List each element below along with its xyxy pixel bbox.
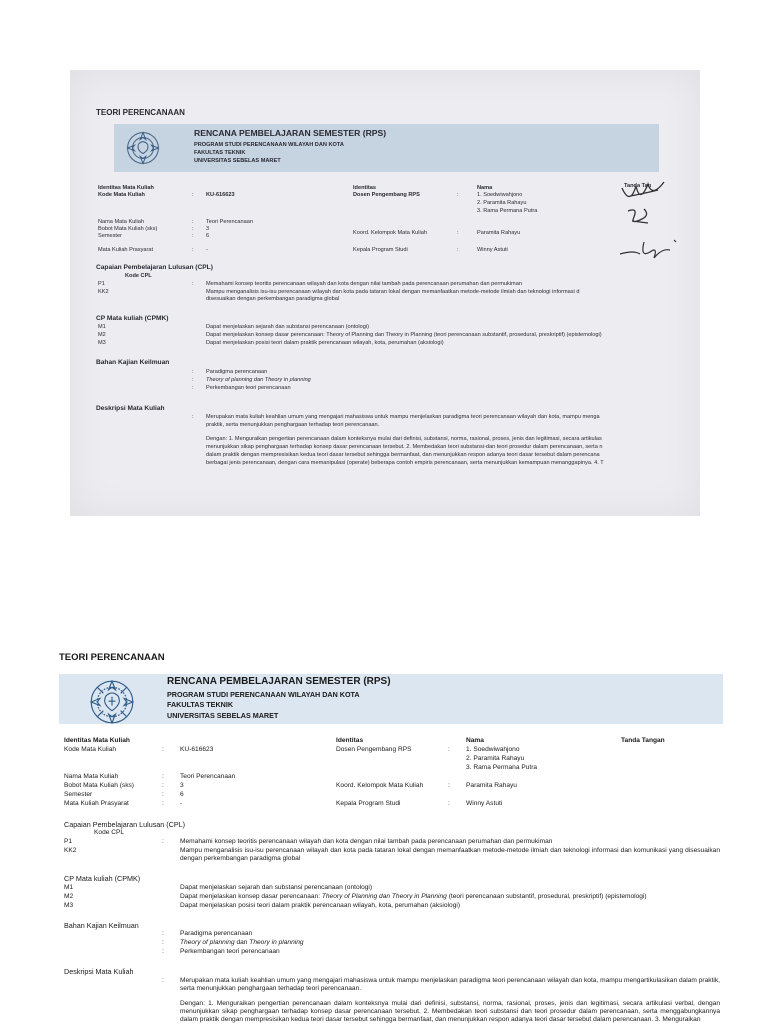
photo-bk-heading: Bahan Kajian Keilmuan xyxy=(96,359,170,366)
photo-m1-text: Dapat menjelaskan sejarah dan substansi perencanaan (ontologi) xyxy=(206,324,369,330)
colon: : xyxy=(448,746,450,753)
photo-cpmk-heading: CP Mata kuliah (CPMK) xyxy=(96,315,169,322)
photo-tanda-tangan: Tanda Tan xyxy=(624,183,652,189)
p1-text: Memahami konsep teoritis perencanaan wilayah dan kota dengan nilai tambah pada perencanaan perumahan dan permukiman xyxy=(180,838,553,845)
page-title: TEORI PERENCANAAN xyxy=(59,652,165,663)
bk-item-2-c: Theory in planning xyxy=(249,939,304,946)
photo-kode-mk-label: Kode Mata Kuliah xyxy=(98,192,145,198)
university-name: UNIVERSITAS SEBELAS MARET xyxy=(167,710,279,720)
faculty-name: FAKULTAS TEKNIK xyxy=(167,700,234,710)
photo-bk-2: Theory of planning dan Theory in planning xyxy=(206,377,311,383)
photo-colon: : xyxy=(457,192,459,198)
photo-dosen-label: Dosen Pengembang RPS xyxy=(353,192,420,198)
m3-code: M3 xyxy=(64,902,74,909)
kaprodi-value: Winny Astuti xyxy=(466,800,503,807)
photo-desk-2: Dengan: 1. Menguraikan pengertian perencanaan dalam konteksnya mulai dari definisi, substansi, norma, rasional, proses, jenis dan legitimasi, secara artikulas xyxy=(206,436,602,442)
photo-colon: : xyxy=(192,281,194,287)
photo-colon: : xyxy=(192,385,194,391)
nama-mk-value: Teori Perencanaan xyxy=(180,773,236,780)
kode-cpl-label: Kode CPL xyxy=(94,829,125,836)
dosen-label: Dosen Pengembang RPS xyxy=(336,746,412,753)
prasyarat-value: - xyxy=(180,800,183,807)
p1-code: P1 xyxy=(64,838,73,845)
photo-identitas-mk: Identitas Mata Kuliah xyxy=(98,185,154,191)
kode-mk-value: KU-616623 xyxy=(180,746,214,753)
m2-text xyxy=(180,893,647,901)
m3-text: Dapat menjelaskan posisi teori dalam praktik perencanaan wilayah, kota, perumahan (aksiologi) xyxy=(180,902,461,909)
m1-text: Dapat menjelaskan sejarah dan substansi perencanaan (ontologi) xyxy=(180,884,373,891)
bk-item-1: Paradigma perencanaan xyxy=(180,930,253,937)
desk-heading: Deskripsi Mata Kuliah xyxy=(64,967,134,976)
photo-semester-label: Semester xyxy=(98,233,122,239)
photo-desk-2b: menunjukkan sikap penghargaan terhadap konsep dasar perencanaan tersebut. 2. Membedakan teori substansi-dan teori prosedur dalam perencanaan, serta n xyxy=(206,444,603,450)
photo-colon: : xyxy=(192,247,194,253)
identitas-mk-heading: Identitas Mata Kuliah xyxy=(64,737,130,744)
photo-kaprodi: Winny Astuti xyxy=(477,247,508,253)
header-band xyxy=(59,674,723,724)
bk-item-2-b: dan xyxy=(234,939,250,946)
colon: : xyxy=(162,838,164,845)
photo-desk-1b: praktik, serta menunjukkan penghargaan terhadap teori perencanaan. xyxy=(206,422,380,428)
photo-kode-cpl: Kode CPL xyxy=(125,273,152,279)
university-logo-icon xyxy=(86,676,138,728)
bk-item-2 xyxy=(180,939,304,947)
photo-kk2-text: Mampu menganalisis isu-isu perencanaan wilayah dan kota pada tataran lokal dengan memanfaatkan metode-metode ilmiah dan teknologi informasi d xyxy=(206,289,580,295)
program-block xyxy=(167,690,360,721)
photo-identitas: Identitas xyxy=(353,185,377,191)
photo-university: UNIVERSITAS SEBELAS MARET xyxy=(194,158,281,165)
photo-colon: : xyxy=(192,226,194,232)
semester-label: Semester xyxy=(64,791,93,798)
photo-colon: : xyxy=(457,230,459,236)
bobot-label: Bobot Mata Kuliah (sks) xyxy=(64,782,134,789)
photo-m3: M3 xyxy=(98,340,106,346)
photo-m1: M1 xyxy=(98,324,106,330)
program-name: PROGRAM STUDI PERENCANAAN WILAYAH DAN KOTA xyxy=(167,690,360,699)
photo-prasyarat: - xyxy=(206,247,208,253)
colon: : xyxy=(162,791,164,798)
m2-code: M2 xyxy=(64,893,74,900)
photo-dosen-1: 1. Soedwiwahjono xyxy=(477,192,523,198)
koord-label: Koord. Kelompok Mata Kuliah xyxy=(336,782,424,789)
photo-bobot-label: Bobot Mata Kuliah (sks) xyxy=(98,226,158,232)
photo-m2: M2 xyxy=(98,332,106,338)
photo-program-block xyxy=(194,141,344,165)
desk-paragraph-1: Merupakan mata kuliah keahlian umum yang mengajari mahasiswa untuk mampu menjelaskan paradigma teori perencanaan wilayah dan kota, mampu mengartikulasikan dalam praktik, serta menunjukkan penghargaan terhadap teori perencanaan. xyxy=(180,977,720,993)
photo-nama-mk: Teori Perencanaan xyxy=(206,219,253,225)
colon: : xyxy=(162,773,164,780)
m2-text-pre: Dapat menjelaskan konsep dasar perencanaan: xyxy=(180,893,322,900)
photo-rps-title: RENCANA PEMBELAJARAN SEMESTER (RPS) xyxy=(194,128,387,138)
document-photo xyxy=(70,70,700,516)
photo-colon: : xyxy=(192,192,194,198)
signature-3-icon xyxy=(618,236,682,262)
university-logo-icon xyxy=(122,127,164,169)
photo-cpl-heading: Capaian Pembelajaran Lulusan (CPL) xyxy=(96,264,213,271)
kk2-text: Mampu menganalisis isu-isu perencanaan wilayah dan kota pada tataran lokal dengan memanfaatkan metode-metode ilmiah dan teknologi informasi dan komunikasi yang disesuaikan dengan perkembangan paradigma global xyxy=(180,847,720,863)
kode-mk-label: Kode Mata Kuliah xyxy=(64,746,117,753)
colon: : xyxy=(162,930,164,937)
prasyarat-label: Mata Kuliah Prasyarat xyxy=(64,800,129,807)
m2-text-italic: Theory of Planning dan Theory in Planning xyxy=(321,893,447,900)
photo-koord-label: Koord. Kelompok Mata Kuliah xyxy=(353,230,428,236)
photo-colon: : xyxy=(457,247,459,253)
photo-semester: 6 xyxy=(206,233,210,239)
bk-heading: Bahan Kajian Keilmuan xyxy=(64,921,139,930)
photo-bk-1: Paradigma perencanaan xyxy=(206,369,268,375)
kk2-code: KK2 xyxy=(64,847,77,854)
colon: : xyxy=(162,948,164,955)
photo-desk-heading: Deskripsi Mata Kuliah xyxy=(96,405,165,412)
photo-p1-text: Memahami konsep teoritis perencanaan wilayah dan kota dengan nilai tambah pada perencanaan perumahan dan permukiman xyxy=(206,281,522,287)
colon: : xyxy=(162,746,164,753)
photo-dosen-3: 3. Rama Permana Putra xyxy=(477,208,538,214)
desk-paragraph-2: Dengan: 1. Menguraikan pengertian perencanaan dalam konteksnya mulai dari definisi, substansi, norma, rasional, proses, jenis dan legitimasi, secara artikulasi verbal, dengan menunjukkan sikap penghargaan terhadap konsep dasar perencanaan tersebut. 2. Membedakan teori substansi dan teori prosedur dalam perencanaan, serta menggabungkannya dalam praktik dengan mempresisikan kedua teori dasar tersebut sehingga bermanfaat, dan menunjukkan respon adanya teori dasar tersebut dalam perencanaan. 3. Menguraikan xyxy=(180,1000,720,1024)
photo-faculty: FAKULTAS TEKNIK xyxy=(194,150,246,157)
dosen-2: 2. Paramita Rahayu xyxy=(466,755,525,762)
photo-page-title: TEORI PERENCANAAN xyxy=(96,108,185,117)
rps-title: RENCANA PEMBELAJARAN SEMESTER (RPS) xyxy=(167,676,391,687)
identitas-heading: Identitas xyxy=(336,737,364,744)
photo-bobot: 3 xyxy=(206,226,210,232)
photo-program: PROGRAM STUDI PERENCANAAN WILAYAH DAN KOTA xyxy=(194,142,344,148)
colon: : xyxy=(162,977,164,984)
bk-item-2-a: Theory of planning xyxy=(180,939,235,946)
photo-nama: Nama xyxy=(477,185,493,191)
photo-m3-text: Dapat menjelaskan posisi teori dalam praktik perencanaan wilayah, kota, perumahan (aksiologi) xyxy=(206,340,444,346)
dosen-1: 1. Soedwiwahjono xyxy=(466,746,520,753)
signature-2-icon xyxy=(624,205,654,227)
m1-code: M1 xyxy=(64,884,74,891)
bobot-value: 3 xyxy=(180,782,184,789)
photo-kaprodi-label: Kepala Program Studi xyxy=(353,247,408,253)
photo-m2-text: Dapat menjelaskan konsep dasar perencanaan: Theory of Planning dan Theory in Planning (teori perencanaan substantif, prosedural, preskriptif) (epistemologi) xyxy=(206,332,602,338)
bk-item-3: Perkembangan teori perencanaan xyxy=(180,948,280,955)
koord-value: Paramita Rahayu xyxy=(466,782,517,789)
colon: : xyxy=(448,782,450,789)
photo-colon: : xyxy=(192,219,194,225)
tanda-tangan-heading: Tanda Tangan xyxy=(621,737,665,744)
photo-desk-2d: berbagai jenis perencanaan, dengan cara memanipulasi (operate) beberapa contoh empiris perencanaan, serta menunjukkan kemampuan menanggapinya. 4. T xyxy=(206,460,604,466)
photo-colon: : xyxy=(192,369,194,375)
photo-p1: P1 xyxy=(98,281,105,287)
nama-mk-label: Nama Mata Kuliah xyxy=(64,773,119,780)
photo-kk2-text-2: disesuaikan dengan perkembangan paradigma global xyxy=(206,296,340,302)
photo-nama-mk-label: Nama Mata Kuliah xyxy=(98,219,145,225)
cpl-heading: Capaian Pembelajaran Lulusan (CPL) xyxy=(64,820,186,829)
cpmk-heading: CP Mata kuliah (CPMK) xyxy=(64,874,141,883)
photo-kk2: KK2 xyxy=(98,289,109,295)
photo-bk-3: Perkembangan teori perencanaan xyxy=(206,385,291,391)
colon: : xyxy=(162,782,164,789)
photo-desk-2c: dalam praktik dengan mempresisikan kedua teori dasar tersebut sehingga bermanfaat, dan menunjukkan respon adanya teori dasar tersebut dalam perencana xyxy=(206,452,600,458)
photo-prasyarat-label: Mata Kuliah Prasyarat xyxy=(98,247,154,253)
m2-text-post: (teori perencanaan substantif, prosedural, preskriptif) (epistemologi) xyxy=(446,893,647,900)
rps-document xyxy=(0,640,768,1024)
photo-dosen-2: 2. Paramita Rahayu xyxy=(477,200,527,206)
photo-colon: : xyxy=(192,377,194,383)
photo-colon: : xyxy=(192,233,194,239)
colon: : xyxy=(162,939,164,946)
photo-colon: : xyxy=(192,414,194,420)
colon: : xyxy=(162,800,164,807)
photo-desk-1: Merupakan mata kuliah keahlian umum yang mengajari mahasiswa untuk mampu menjelaskan paradigma teori perencanaan wilayah dan kota, mampu menga xyxy=(206,414,600,420)
photo-koord: Paramita Rahayu xyxy=(477,230,521,236)
nama-heading: Nama xyxy=(466,737,484,744)
dosen-3: 3. Rama Permana Putra xyxy=(466,764,538,771)
photo-kode-mk: KU-616623 xyxy=(206,192,235,198)
colon: : xyxy=(448,800,450,807)
kaprodi-label: Kepala Program Studi xyxy=(336,800,401,807)
semester-value: 6 xyxy=(180,791,184,798)
